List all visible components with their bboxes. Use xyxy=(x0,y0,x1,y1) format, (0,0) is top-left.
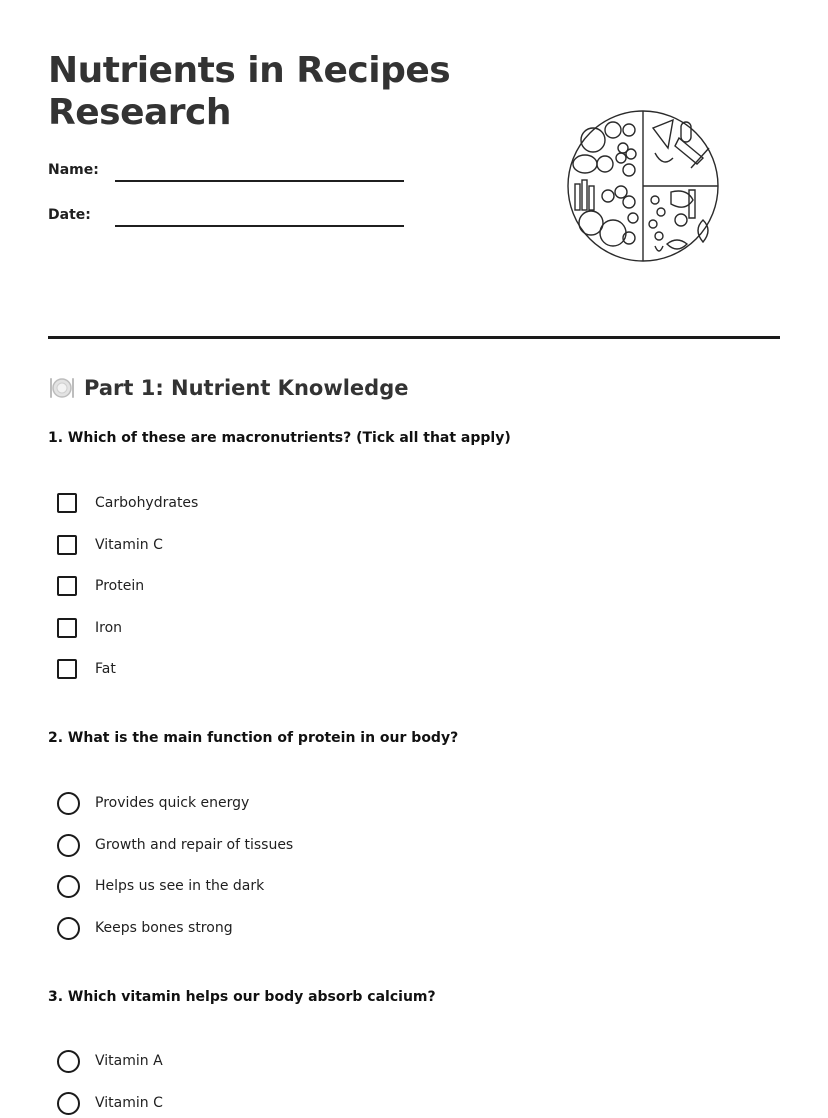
food-plate-icon xyxy=(563,108,723,264)
radio-button[interactable] xyxy=(57,834,80,857)
part1-title: Part 1: Nutrient Knowledge xyxy=(84,376,409,400)
option-label: Keeps bones strong xyxy=(95,920,233,936)
option-bones-strong[interactable] xyxy=(57,915,233,941)
checkbox[interactable] xyxy=(57,659,77,679)
plate-cutlery-icon xyxy=(48,374,76,402)
title-line-2: Research xyxy=(48,92,231,133)
name-underline[interactable] xyxy=(115,180,404,182)
option-label: Vitamin C xyxy=(95,537,163,553)
date-label: Date: xyxy=(48,207,91,223)
option-fat[interactable] xyxy=(57,656,116,682)
option-label: Vitamin A xyxy=(95,1053,163,1069)
date-underline[interactable] xyxy=(115,225,404,227)
option-label: Protein xyxy=(95,578,145,594)
option-label: Iron xyxy=(95,620,123,636)
section-divider xyxy=(48,336,780,339)
name-label: Name: xyxy=(48,162,99,178)
part1-heading xyxy=(48,373,409,403)
question-1: 1. Which of these are macronutrients? (Tick all that apply) xyxy=(48,430,511,446)
name-field[interactable] xyxy=(48,160,408,190)
date-field[interactable] xyxy=(48,205,408,235)
option-vitamin-c[interactable] xyxy=(57,1090,163,1116)
option-label: Provides quick energy xyxy=(95,795,250,811)
radio-button[interactable] xyxy=(57,792,80,815)
checkbox[interactable] xyxy=(57,618,77,638)
checkbox[interactable] xyxy=(57,535,77,555)
option-label: Vitamin C xyxy=(95,1095,163,1111)
option-see-in-dark[interactable] xyxy=(57,873,265,899)
option-label: Carbohydrates xyxy=(95,495,199,511)
option-protein[interactable] xyxy=(57,573,145,599)
checkbox[interactable] xyxy=(57,493,77,513)
option-vitamin-c[interactable] xyxy=(57,532,163,558)
option-iron[interactable] xyxy=(57,615,123,641)
option-vitamin-a[interactable] xyxy=(57,1048,163,1074)
radio-button[interactable] xyxy=(57,917,80,940)
title-line-1: Nutrients in Recipes xyxy=(48,50,451,91)
option-label: Fat xyxy=(95,661,116,677)
radio-button[interactable] xyxy=(57,1050,80,1073)
option-carbohydrates[interactable] xyxy=(57,490,199,516)
option-label: Helps us see in the dark xyxy=(95,878,265,894)
worksheet-title xyxy=(48,50,450,134)
option-quick-energy[interactable] xyxy=(57,790,250,816)
checkbox[interactable] xyxy=(57,576,77,596)
radio-button[interactable] xyxy=(57,875,80,898)
option-growth-repair[interactable] xyxy=(57,832,294,858)
question-2: 2. What is the main function of protein in our body? xyxy=(48,730,459,746)
radio-button[interactable] xyxy=(57,1092,80,1115)
option-label: Growth and repair of tissues xyxy=(95,837,294,853)
question-3: 3. Which vitamin helps our body absorb calcium? xyxy=(48,989,436,1005)
